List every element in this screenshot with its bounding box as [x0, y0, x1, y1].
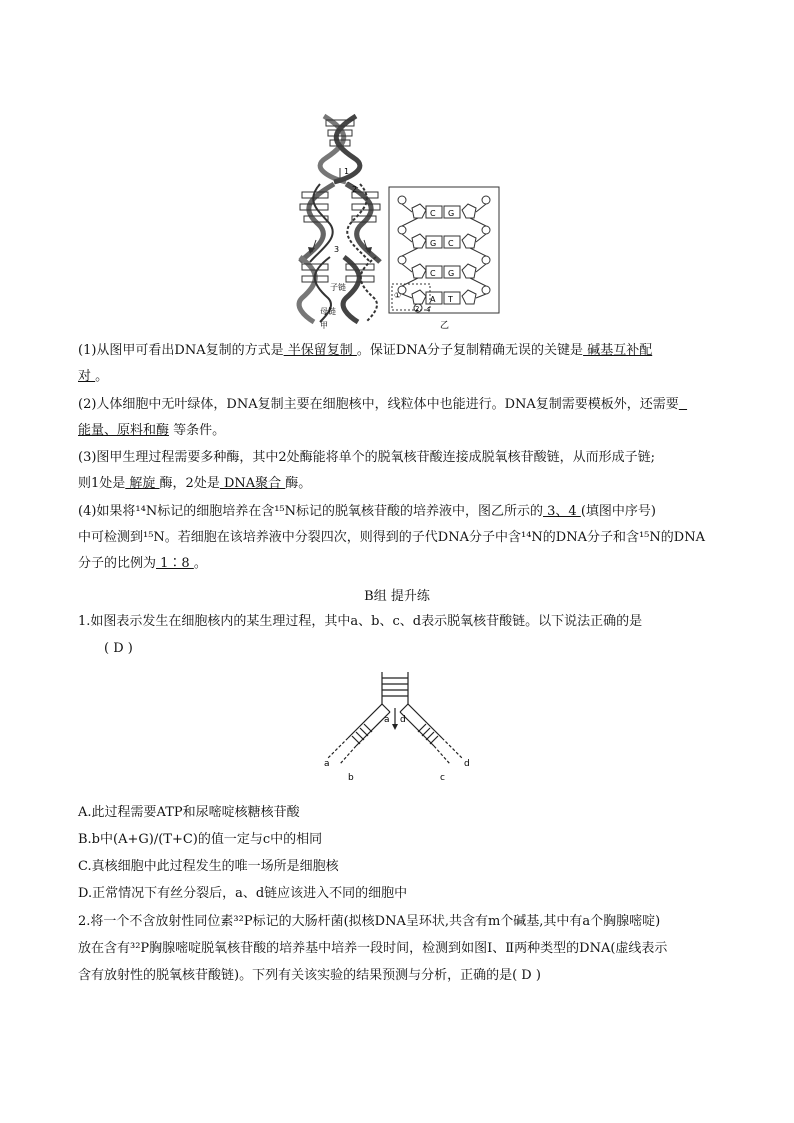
b1-answer: ( D ) [104, 641, 133, 656]
yi-base-right-3: G [448, 269, 455, 278]
q1-answer-2b: 对 [78, 369, 96, 384]
num-2-label: 2 [352, 185, 358, 194]
q3-answer-2: DNA聚合 [219, 476, 286, 491]
figure-b1-replication-fork [318, 668, 478, 788]
num-3-label: 3 [334, 245, 340, 254]
q4-line1: (4)如果将¹⁴N标记的细胞培养在含¹⁵N标记的脱氧核苷酸的培养液中，图乙所示的 3、4 (填图中序号) [78, 504, 656, 519]
q4-line2: 中可检测到¹⁵N。若细胞在该培养液中分裂四次，则得到的子代DNA分子中含¹⁴N的DNA分子和含¹⁵N的DNA [78, 530, 705, 545]
b1-option-b: B.b中(A+G)/(T+C)的值一定与c中的相同 [78, 832, 323, 847]
b1-stem: 1.如图表示发生在细胞核内的某生理过程，其中a、b、c、d表示脱氧核苷酸链。以下说法正确的是 [78, 614, 643, 629]
b1-fig-label-c: c [440, 773, 445, 783]
yi-circ2-label: 2 [415, 305, 420, 313]
figure-yi-dna-structure [388, 186, 500, 332]
q2-line2: 能量、原料和酶 等条件。 [78, 423, 226, 438]
q1-line1: (1)从图甲可看出DNA复制的方式是 半保留复制 。保证DNA分子复制精确无误的关键是 碱基互补配 [78, 343, 653, 358]
yi-base-left-4: A [430, 295, 436, 304]
yi-base-left-3: C [430, 269, 436, 278]
b2-line3: 含有放射性的脱氧核苷酸链)。下列有关该实验的结果预测与分析，正确的是( D ) [78, 968, 541, 983]
yi-num4-label: 4 [426, 306, 431, 314]
q4-line3: 分子的比例为 1∶8 。 [78, 556, 207, 571]
b2-answer: D [517, 968, 536, 983]
b1-fig-label-b: b [348, 773, 354, 783]
b1-fig-label-d-center: d [400, 715, 406, 725]
yi-label: 乙 [440, 321, 450, 331]
b1-fig-label-a-center: a [384, 715, 390, 725]
yi-base-left-1: C [430, 209, 436, 218]
num-1-label: 1 [344, 167, 350, 176]
section-b-title: B组 提升练 [364, 589, 430, 604]
q3-line2: 则1处是 解旋 酶，2处是 DNA聚合 酶。 [78, 476, 312, 491]
b1-option-d: D.正常情况下有丝分裂后，a、d链应该进入不同的细胞中 [78, 886, 408, 901]
yi-base-right-2: C [448, 239, 454, 248]
q2-line1: (2)人体细胞中无叶绿体，DNA复制主要在细胞核中，线粒体中也能进行。DNA复制需要模板外，还需要 [78, 397, 679, 412]
yi-circ1-label: ① [394, 291, 402, 300]
yi-base-left-2: G [430, 239, 437, 248]
b1-option-a: A.此过程需要ATP和尿嘧啶核糖核苷酸 [78, 805, 300, 820]
b2-line2: 放在含有³²P胸腺嘧啶脱氧核苷酸的培养基中培养一段时间，检测到如图Ⅰ、Ⅱ两种类型的DNA(虚线表示 [78, 941, 668, 956]
q2-answer: 能量、原料和酶 [78, 423, 170, 438]
yi-base-right-4: T [448, 295, 453, 304]
q4-answer-2: 1∶8 [156, 556, 194, 571]
q3-line1: (3)图甲生理过程需要多种酶，其中2处酶能将单个的脱氧核苷酸连接成脱氧核苷酸链，从而形成子链; [78, 450, 656, 465]
b2-line1: 2.将一个不含放射性同位素³²P标记的大肠杆菌(拟核DNA呈环状,共含有m个碱基,其中有a个胸腺嘧啶) [78, 914, 661, 929]
q3-answer-1: 解旋 [125, 476, 160, 491]
jia-label: 甲 [320, 321, 328, 330]
q4-answer-1: 3、4 [543, 504, 581, 519]
b1-fig-label-d: d [464, 759, 470, 769]
b1-fig-label-a: a [324, 759, 330, 769]
figure-jia-dna-replication [290, 112, 390, 332]
mulian-label: 母链 [320, 307, 336, 316]
q1-line2: 对 。 [78, 369, 109, 384]
zilian-label: 子链 [330, 283, 346, 292]
yi-base-right-1: G [448, 209, 455, 218]
q1-answer-2a: 碱基互补配 [583, 343, 653, 358]
q1-answer-1: 半保留复制 [283, 343, 357, 358]
b1-option-c: C.真核细胞中此过程发生的唯一场所是细胞核 [78, 859, 339, 874]
